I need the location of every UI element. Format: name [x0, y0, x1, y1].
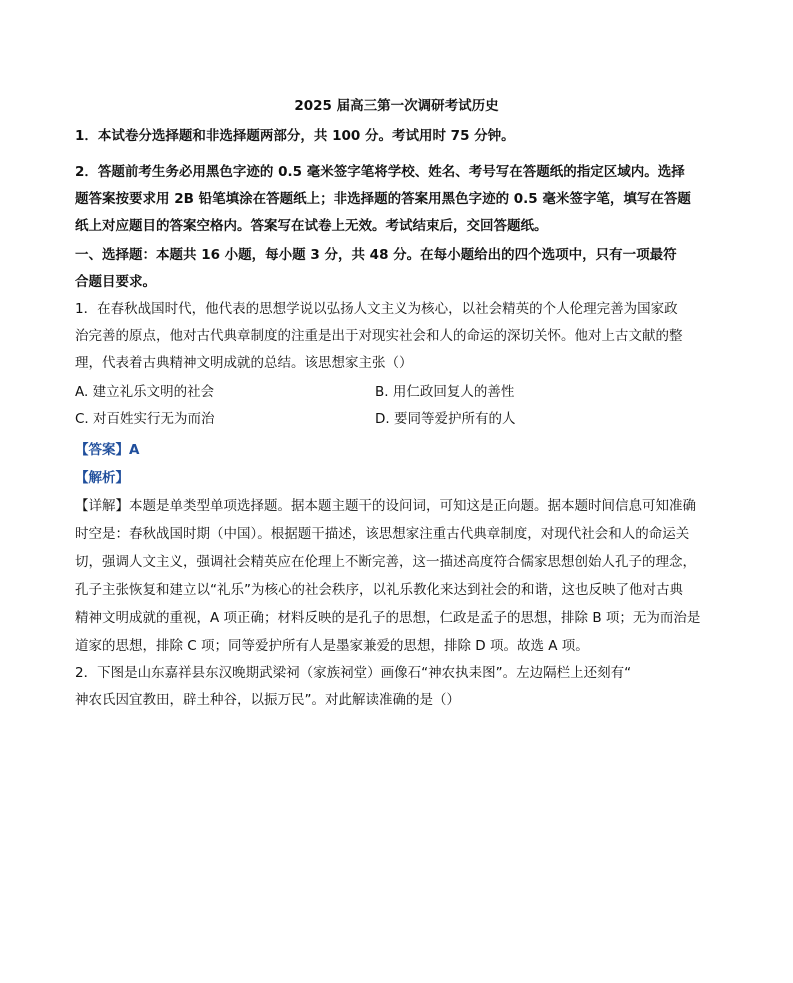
page-title: 2025 届高三第一次调研考试历史 — [294, 98, 499, 114]
q1-option-b: B. 用仁政回复人的善性 — [375, 384, 515, 400]
q1-detail-line-3: 切，强调人文主义，强调社会精英应在伦理上不断完善，这一描述高度符合儒家思想创始人孔子的理念， — [75, 554, 696, 570]
q1-stem-line-3: 理，代表着古典精神文明成就的总结。该思想家主张（） — [75, 355, 413, 371]
q1-answer-label: 【答案】A — [75, 442, 140, 458]
instruction-2-line-3: 纸上对应题目的答案空格内。答案写在试卷上无效。考试结束后，交回答题纸。 — [75, 218, 548, 234]
instruction-2-line-1: 2．答题前考生务必用黑色字迹的 0.5 毫米签字笔将学校、姓名、考号写在答题纸的指定区域内。选择 — [75, 164, 685, 180]
q1-analysis-label: 【解析】 — [75, 470, 129, 486]
q2-stem-line-2: 神农氏因宜教田，辟土种谷，以振万民”。对此解读准确的是（） — [75, 692, 460, 708]
q1-option-a: A. 建立礼乐文明的社会 — [75, 384, 215, 400]
q1-detail-line-2: 时空是：春秋战国时期（中国）。根据题干描述，该思想家注重古代典章制度，对现代社会和人的命运关 — [75, 526, 690, 542]
instruction-2-line-2: 题答案按要求用 2B 铅笔填涂在答题纸上；非选择题的答案用黑色字迹的 0.5 毫米签字笔，填写在答题 — [75, 191, 691, 207]
q1-stem-line-2: 治完善的原点，他对古代典章制度的注重是出于对现实社会和人的命运的深切关怀。他对上古文献的整 — [75, 328, 683, 344]
section-heading-line-1: 一、选择题：本题共 16 小题，每小题 3 分，共 48 分。在每小题给出的四个选项中，只有一项最符 — [75, 247, 677, 263]
q1-stem-line-1: 1．在春秋战国时代，他代表的思想学说以弘扬人文主义为核心，以社会精英的个人伦理完善为国家政 — [75, 301, 678, 317]
q1-option-c: C. 对百姓实行无为而治 — [75, 411, 215, 427]
q1-detail-line-4: 孔子主张恢复和建立以“礼乐”为核心的社会秩序，以礼乐教化来达到社会的和谐，这也反映了他对古典 — [75, 582, 683, 598]
q1-detail-line-5: 精神文明成就的重视，A 项正确；材料反映的是孔子的思想，仁政是孟子的思想，排除 B 项；无为而治是 — [75, 610, 701, 626]
q2-stem-line-1: 2．下图是山东嘉祥县东汉晚期武梁祠（家族祠堂）画像石“神农执耒图”。左边隔栏上还刻有“ — [75, 665, 632, 681]
q1-analysis — [75, 469, 715, 487]
instruction-1: 1．本试卷分选择题和非选择题两部分，共 100 分。考试用时 75 分钟。 — [75, 128, 515, 144]
section-heading-line-2: 合题目要求。 — [75, 274, 156, 290]
q1-detail-line-1: 【详解】本题是单类型单项选择题。据本题主题干的设问词，可知这是正向题。据本题时间信息可知准确 — [75, 498, 696, 514]
q1-detail-line-6: 道家的思想，排除 C 项；同等爱护所有人是墨家兼爱的思想，排除 D 项。故选 A 项。 — [75, 638, 589, 654]
q1-answer — [75, 441, 715, 459]
q1-option-d: D. 要同等爱护所有的人 — [375, 411, 516, 427]
